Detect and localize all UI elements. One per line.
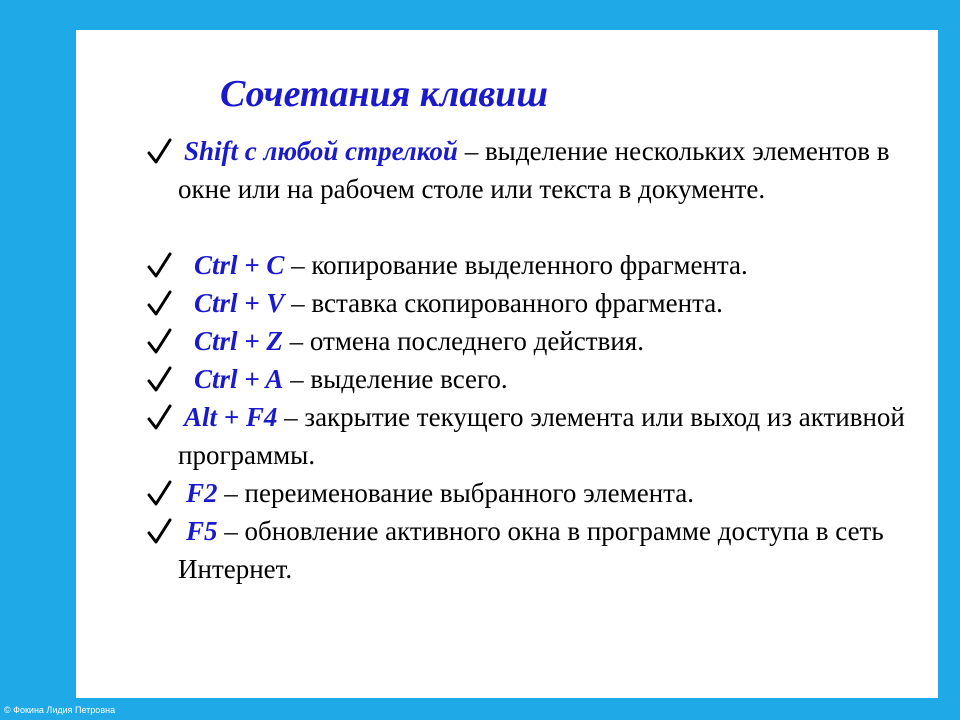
shortcut-description: – копирование выделенного фрагмента. <box>284 250 748 280</box>
checkmark-icon <box>146 360 172 398</box>
list-item-text <box>178 474 923 512</box>
list-item-text <box>178 284 923 322</box>
shortcut-key: Alt + F4 <box>184 402 278 432</box>
shortcut-key: F5 <box>186 516 218 546</box>
shortcut-key: Ctrl + A <box>194 364 284 394</box>
shortcut-description: – вставка скопированного фрагмента. <box>284 288 723 318</box>
shortcut-description: – отмена последнего действия. <box>282 326 644 356</box>
list-item-text <box>178 246 923 284</box>
shortcut-description: – обновление активного окна в программе доступа в сеть Интернет. <box>178 516 884 584</box>
checkmark-icon <box>146 284 172 322</box>
shortcut-key: Ctrl + Z <box>194 326 283 356</box>
list-item-text <box>178 360 923 398</box>
checkmark-icon <box>146 322 172 360</box>
checkmark-icon <box>146 398 172 436</box>
slide-panel <box>76 30 938 698</box>
slide-title: Сочетания клавиш <box>220 73 549 115</box>
shortcut-description: – выделение всего. <box>283 364 508 394</box>
shortcut-description: – переименование выбранного элемента. <box>217 478 695 508</box>
list-item-text <box>178 398 923 474</box>
list-item-text <box>178 132 923 208</box>
shortcut-key: Ctrl + C <box>194 250 285 280</box>
checkmark-icon <box>146 246 172 284</box>
shortcut-description: – закрытие текущего элемента или выход из активной программы. <box>178 402 905 470</box>
shortcut-key: Shift с любой стрелкой <box>184 136 458 166</box>
shortcut-key: F2 <box>186 478 218 508</box>
checkmark-icon <box>146 512 172 550</box>
shortcut-key: Ctrl + V <box>194 288 285 318</box>
copyright-note: © Фокина Лидия Петровна <box>4 705 116 715</box>
checkmark-icon <box>146 474 172 512</box>
list-item-text <box>178 512 923 588</box>
checkmark-icon <box>146 132 172 170</box>
shortcut-description: – выделение нескольких элементов в окне или на рабочем столе или текста в документе. <box>178 136 890 204</box>
list-item-text <box>178 322 923 360</box>
